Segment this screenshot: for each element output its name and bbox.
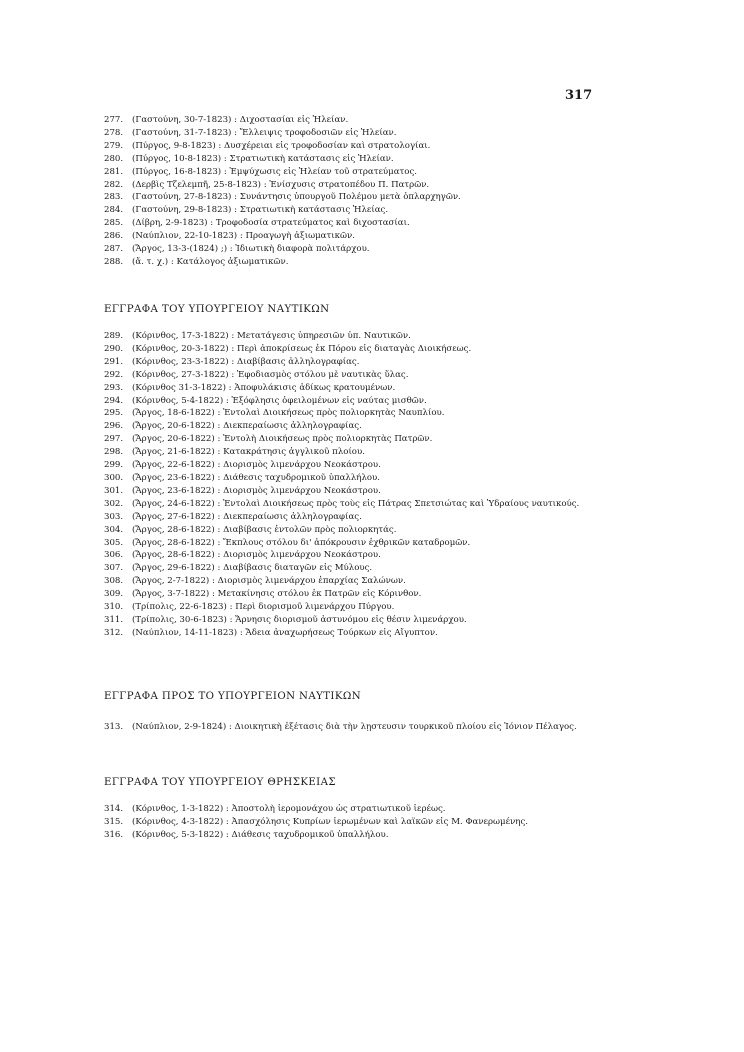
list-item (104, 204, 584, 217)
entry-number: 301. (104, 485, 124, 496)
list-item (104, 537, 584, 550)
entry-text: (Πύργος, 10-8-1823) : Στρατιωτικὴ κατάστασις εἰς Ἠλείαν. (132, 153, 394, 164)
entry-text: (Πύργος, 16-8-1823) : Ἐμψύχωσις εἰς Ἠλείαν τοῦ στρατεύματος. (132, 166, 417, 177)
entry-text: (Τρίπολις, 30-6-1823) : Ἄρνησις διορισμοῦ ἀστυνόμου εἰς θέσιν λιμενάρχου. (132, 614, 467, 625)
entry-number: 308. (104, 576, 124, 587)
list-item (104, 721, 584, 734)
entry-text: (Ἄργος, 13-3-(1824) ;) : Ἰδιωτικὴ διαφορὰ πολιτάρχου. (132, 244, 370, 255)
entry-number: 316. (104, 829, 124, 840)
page-number: 317 (565, 88, 593, 103)
list-item (104, 472, 584, 485)
list-item (104, 114, 584, 127)
entry-number: 280. (104, 153, 124, 164)
entry-text: (Κόρινθος, 5-3-1822) : Διάθεσις ταχυδρομικοῦ ὑπαλλήλου. (132, 829, 389, 840)
entry-text: (Δερβὶς Τζελεμπῆ, 25-8-1823) : Ἐνίσχυσις στρατοπέδου Π. Πατρῶν. (132, 179, 430, 190)
list-item (104, 179, 584, 192)
list-item (104, 485, 584, 498)
entry-text: (Ναύπλιον, 14-11-1823) : Ἄδεια ἀναχωρήσεως Τούρκων εἰς Αἴγυπτον. (132, 627, 438, 638)
entry-number: 293. (104, 382, 124, 393)
entry-text: (Γαστούνη, 29-8-1823) : Στρατιωτικὴ κατάστασις Ἠλείας. (132, 205, 389, 216)
entry-text: (Ἄργος, 23-6-1822) : Διάθεσις ταχυδρομικοῦ ὑπαλλήλου. (132, 472, 381, 483)
entry-text: (Δίβρη, 2-9-1823) : Τροφοδοσία στρατεύματος καὶ διχοστασίαι. (132, 218, 410, 229)
entry-number: 313. (104, 722, 124, 732)
entry-text: (Κόρινθος, 27-3-1822) : Ἐφοδιασμὸς στόλου μὲ ναυτικὰς ὕλας. (132, 369, 409, 380)
entry-text: (Ἄργος, 24-6-1822) : Ἐντολαὶ Διοικήσεως πρὸς τοὺς εἰς Πάτρας Σπετσιώτας καὶ Ὑδραίους ναυτικούς. (132, 498, 580, 509)
list-item (104, 395, 584, 408)
entry-number: 278. (104, 127, 124, 138)
entry-text: (Ἄργος, 21-6-1822) : Κατακράτησις ἀγγλικοῦ πλοίου. (132, 447, 365, 458)
entry-text: (Ἄργος, 22-6-1822) : Διορισμὸς λιμενάρχου Νεοκάστρου. (132, 460, 381, 471)
entry-list (104, 114, 584, 269)
entry-number: 315. (104, 816, 124, 827)
list-item (104, 243, 584, 256)
list-item (104, 407, 584, 420)
list-item (104, 127, 584, 140)
entry-number: 283. (104, 192, 124, 203)
entry-text: (Κόρινθος, 23-3-1822) : Διαβίβασις ἀλληλογραφίας. (132, 356, 360, 367)
list-item (104, 153, 584, 166)
entry-text: (Ἄργος, 20-6-1822) : Διεκπεραίωσις ἀλληλογραφίας. (132, 421, 362, 432)
list-item (104, 256, 584, 269)
entry-number: 305. (104, 537, 124, 548)
entry-text: (Κόρινθος 31-3-1822) : Ἀποφυλάκισις ἀδίκως κρατουμένων. (132, 382, 396, 393)
entry-text: (Ἄργος, 20-6-1822) : Ἐντολὴ Διοικήσεως πρὸς πολιορκητὰς Πατρῶν. (132, 434, 433, 445)
list-item (104, 166, 584, 179)
list-item (104, 524, 584, 537)
list-item (104, 562, 584, 575)
entry-text: (Κόρινθος, 1-3-1822) : Ἀποστολὴ ἱερομονάχου ὡς στρατιωτικοῦ ἱερέως. (132, 804, 446, 814)
entry-list (104, 330, 584, 640)
entry-number: 303. (104, 511, 124, 522)
section-heading: ΕΓΓΡΑΦΑ ΠΡΟΣ ΤΟ ΥΠΟΥΡΓΕΙΟΝ ΝΑΥΤΙΚΩΝ (104, 691, 362, 702)
entry-text: (Κόρινθος, 4-3-1822) : Ἀπασχόλησις Κυπρίων ἱερωμένων καὶ λαϊκῶν εἰς Μ. Φανερωμένης. (132, 816, 529, 827)
entry-number: 279. (104, 140, 124, 151)
entry-number: 300. (104, 472, 124, 483)
entry-text: (ἄ. τ. χ.) : Κατάλογος ἀξιωματικῶν. (132, 256, 289, 267)
entry-number: 281. (104, 166, 124, 177)
entry-text: (Κόρινθος, 17-3-1822) : Μετατάγεσις ὑπηρεσιῶν ὑπ. Ναυτικῶν. (132, 331, 411, 341)
entry-number: 285. (104, 218, 124, 229)
entry-number: 295. (104, 408, 124, 419)
entry-number: 314. (104, 804, 124, 814)
list-item (104, 816, 584, 829)
entry-text: (Κόρινθος, 5-4-1822) : Ἐξόφλησις ὀφειλομένων εἰς ναύτας μισθῶν. (132, 395, 427, 406)
entry-number: 297. (104, 434, 124, 445)
list-item (104, 614, 584, 627)
list-item (104, 433, 584, 446)
entry-text: (Γαστούνη, 31-7-1823) : Ἔλλειψις τροφοδοσιῶν εἰς Ἠλείαν. (132, 127, 397, 138)
entry-text: (Ἄργος, 27-6-1822) : Διεκπεραίωσις ἀλληλογραφίας. (132, 511, 362, 522)
list-item (104, 382, 584, 395)
entry-number: 311. (104, 614, 124, 625)
entry-text: (Ἄργος, 2-7-1822) : Διορισμὸς λιμενάρχου ἐπαρχίας Σαλώνων. (132, 576, 406, 587)
entry-text: (Ἄργος, 29-6-1822) : Διαβίβασις διαταγῶν εἰς Μύλους. (132, 563, 373, 574)
list-item (104, 446, 584, 459)
entry-text: (Τρίπολις, 22-6-1823) : Περὶ διορισμοῦ λιμενάρχου Πύργου. (132, 602, 395, 613)
entry-text: (Γαστούνη, 27-8-1823) : Συνάντησις ὑπουργοῦ Πολέμου μετὰ ὁπλαρχηγῶν. (132, 192, 461, 203)
entry-number: 312. (104, 627, 124, 638)
entry-number: 307. (104, 563, 124, 574)
list-item (104, 330, 584, 343)
list-item (104, 549, 584, 562)
entry-number: 286. (104, 231, 124, 242)
entry-number: 291. (104, 356, 124, 367)
entry-text: (Κόρινθος, 20-3-1822) : Περὶ ἀποκρίσεως ἐκ Πόρου εἰς διαταγὰς Διοικήσεως. (132, 343, 472, 354)
entry-list (104, 721, 584, 734)
list-item (104, 230, 584, 243)
list-item (104, 829, 584, 842)
list-item (104, 588, 584, 601)
entry-text: (Ναύπλιον, 22-10-1823) : Προαγωγὴ ἀξιωματικῶν. (132, 231, 355, 242)
list-item (104, 140, 584, 153)
list-item (104, 498, 584, 511)
entry-number: 306. (104, 550, 124, 561)
entry-number: 290. (104, 343, 124, 354)
entry-number: 292. (104, 369, 124, 380)
entry-number: 294. (104, 395, 124, 406)
entry-number: 296. (104, 421, 124, 432)
entry-number: 309. (104, 589, 124, 600)
entry-text: (Πύργος, 9-8-1823) : Δυσχέρειαι εἰς τροφοδοσίαν καὶ στρατολογίαι. (132, 140, 431, 151)
entry-number: 289. (104, 331, 124, 341)
entry-number: 284. (104, 205, 124, 216)
section-heading: ΕΓΓΡΑΦΑ ΤΟΥ ΥΠΟΥΡΓΕΙΟΥ ΘΡΗΣΚΕΙΑΣ (104, 777, 336, 788)
list-item (104, 627, 584, 640)
entry-number: 304. (104, 524, 124, 535)
entry-number: 277. (104, 115, 124, 125)
list-item (104, 356, 584, 369)
list-item (104, 420, 584, 433)
entry-text: (Ἄργος, 18-6-1822) : Ἐντολαὶ Διοικήσεως πρὸς πολιορκητὰς Ναυπλίου. (132, 408, 445, 419)
list-item (104, 459, 584, 472)
list-item (104, 803, 584, 816)
entry-list (104, 803, 584, 842)
entry-text: (Ἄργος, 23-6-1822) : Διορισμὸς λιμενάρχου Νεοκάστρου. (132, 485, 381, 496)
entry-text: (Ἄργος, 3-7-1822) : Μετακίνησις στόλου ἐκ Πατρῶν εἰς Κόρινθον. (132, 589, 422, 600)
list-item (104, 601, 584, 614)
entry-number: 299. (104, 460, 124, 471)
list-item (104, 575, 584, 588)
entry-number: 282. (104, 179, 124, 190)
list-item (104, 217, 584, 230)
entry-text: (Γαστούνη, 30-7-1823) : Διχοστασίαι εἰς Ἠλείαν. (132, 115, 349, 125)
entry-text: (Ἄργος, 28-6-1822) : Ἔκπλους στόλου δι' ἀπόκρουσιν ἐχθρικῶν καταδρομῶν. (132, 537, 471, 548)
entry-number: 288. (104, 256, 124, 267)
entry-text: (Ἄργος, 28-6-1822) : Διορισμὸς λιμενάρχου Νεοκάστρου. (132, 550, 381, 561)
entry-number: 287. (104, 244, 124, 255)
entry-number: 302. (104, 498, 124, 509)
list-item (104, 369, 584, 382)
entry-text: (Ναύπλιον, 2-9-1824) : Διοικητικὴ ἐξέτασις διὰ τὴν λῃστευσιν τουρκικοῦ πλοίου εἰς Ἰόνιον Πέλαγος. (132, 722, 577, 732)
entry-number: 310. (104, 602, 124, 613)
entry-number: 298. (104, 447, 124, 458)
list-item (104, 191, 584, 204)
list-item (104, 511, 584, 524)
section-heading: ΕΓΓΡΑΦΑ ΤΟΥ ΥΠΟΥΡΓΕΙΟΥ ΝΑΥΤΙΚΩΝ (104, 304, 330, 315)
list-item (104, 343, 584, 356)
entry-text: (Ἄργος, 28-6-1822) : Διαβίβασις ἐντολῶν πρὸς πολιορκητάς. (132, 524, 397, 535)
